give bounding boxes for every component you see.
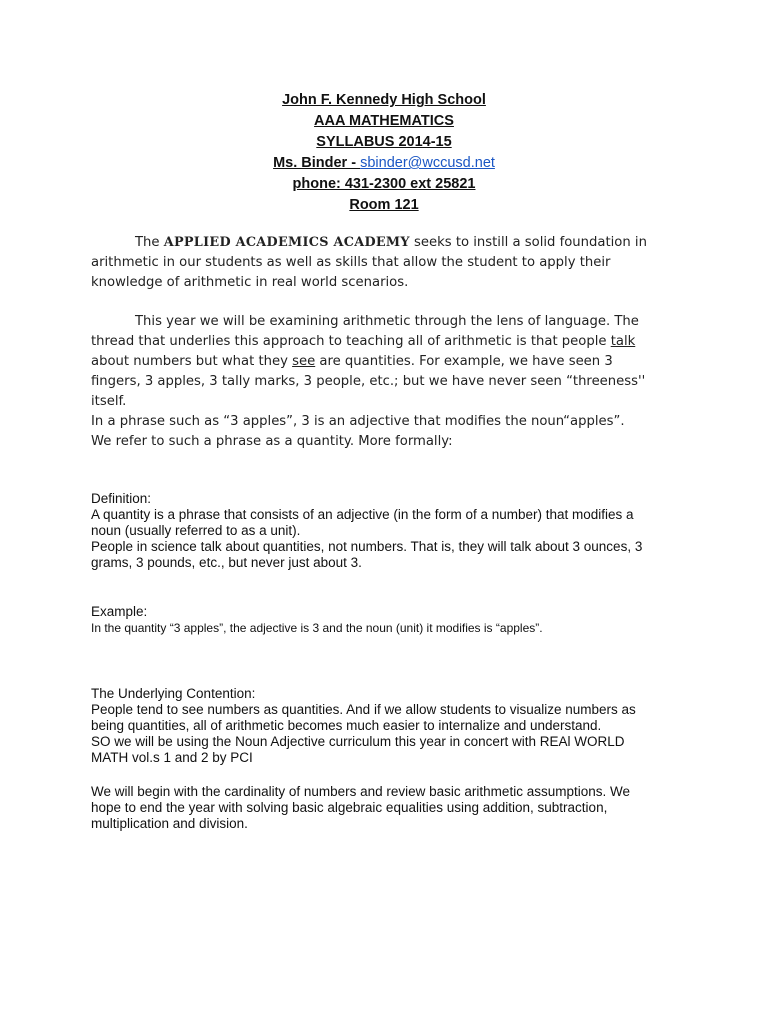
definition-section	[91, 491, 691, 571]
contention-line-1: People tend to see numbers as quantities. And if we allow students to visualize numbers as	[91, 702, 636, 717]
para1-line-3: knowledge of arithmetic in real world scenarios.	[91, 275, 409, 290]
contention-line-2: being quantities, all of arithmetic becomes much easier to internalize and understand.	[91, 718, 602, 733]
contention-line-3: SO we will be using the Noun Adjective curriculum this year in concert with REAl WORLD	[91, 734, 625, 749]
para2-line-1: This year we will be examining arithmetic through the lens of language. The	[135, 314, 639, 329]
para2-line-6: In a phrase such as “3 apples”, 3 is an adjective that modifies the noun“apples”.	[91, 414, 625, 429]
plan-line-2: hope to end the year with solving basic algebraic equalities using addition, subtraction,	[91, 800, 608, 815]
definition-line-2: noun (usually referred to as a unit).	[91, 523, 301, 538]
para1-text: seeks to instill a solid foundation in	[409, 235, 647, 250]
teacher-name: Ms. Binder -	[273, 155, 361, 171]
syllabus-title: SYLLABUS 2014-15	[316, 134, 452, 150]
para2-text: thread that underlies this approach to teaching all of arithmetic is that people	[91, 334, 611, 349]
contention-section	[91, 686, 691, 766]
definition-line-1: A quantity is a phrase that consists of an adjective (in the form of a number) that modifies a	[91, 507, 634, 522]
definition-line-4: grams, 3 pounds, etc., but never just about 3.	[91, 555, 362, 570]
phone-line: phone: 431-2300 ext 25821	[292, 176, 476, 192]
plan-line-1: We will begin with the cardinality of numbers and review basic arithmetic assumptions. We	[91, 784, 630, 799]
example-section	[91, 604, 691, 636]
intro-paragraph-1	[91, 233, 691, 293]
room-line: Room 121	[349, 197, 419, 213]
para2-line-2	[91, 332, 691, 352]
para2-line-4: fingers, 3 apples, 3 tally marks, 3 people, etc.; but we have never seen “threeness''	[91, 374, 646, 389]
example-line-1: In the quantity “3 apples”, the adjective is 3 and the noun (unit) it modifies is “apples”.	[91, 621, 543, 635]
para2-text: are quantities. For example, we have seen 3	[315, 354, 613, 369]
school-name: John F. Kennedy High School	[282, 92, 486, 108]
teacher-line	[0, 153, 768, 174]
plan-section	[91, 784, 691, 832]
see-word: see	[292, 354, 316, 369]
para2-text: about numbers but what they	[91, 354, 293, 369]
para2-line-3	[91, 352, 691, 372]
contention-line-4: MATH vol.s 1 and 2 by PCI	[91, 750, 253, 765]
academy-name: APPLIED ACADEMICS ACADEMY	[163, 235, 410, 250]
program-name: AAA MATHEMATICS	[314, 113, 454, 129]
para2-line-5: itself.	[91, 394, 127, 409]
intro-paragraph-2	[91, 312, 691, 452]
plan-line-3: multiplication and division.	[91, 816, 248, 831]
para2-line-7: We refer to such a phrase as a quantity. More formally:	[91, 434, 453, 449]
para1-text: The	[135, 235, 164, 250]
talk-word: talk	[610, 334, 636, 349]
definition-heading: Definition:	[91, 491, 152, 506]
definition-line-3: People in science talk about quantities, not numbers. That is, they will talk about 3 ounces, 3	[91, 539, 643, 554]
para1-line-2: arithmetic in our students as well as skills that allow the student to apply their	[91, 255, 611, 270]
example-heading: Example:	[91, 604, 148, 619]
para1-line-1	[91, 233, 691, 253]
email-link[interactable]: sbinder@wccusd.net	[360, 155, 495, 171]
contention-heading: The Underlying Contention:	[91, 686, 256, 701]
document-header	[0, 90, 768, 216]
